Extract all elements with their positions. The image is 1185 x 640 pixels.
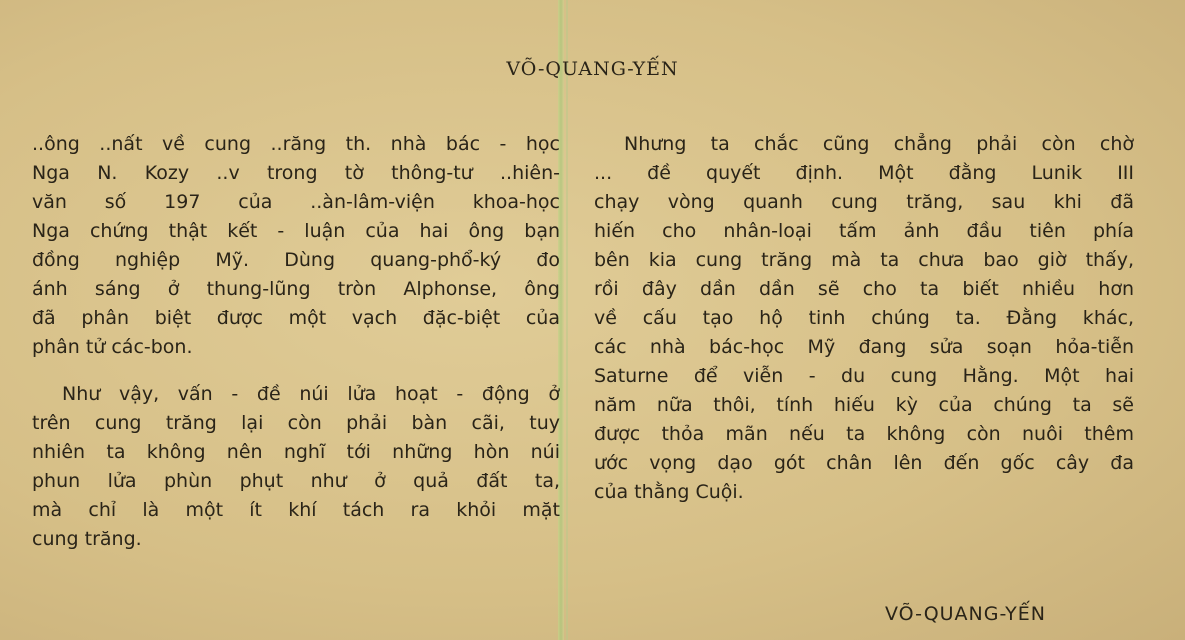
text-line: Như vậy, vấn - đề núi lửa hoạt - động ở <box>62 383 560 405</box>
left-column <box>32 130 560 554</box>
text-line: ... đề quyết định. Một đằng Lunik III <box>594 162 1134 184</box>
page-header-author: VÕ-QUANG-YẾN <box>506 58 679 80</box>
text-line: rồi đây dần dần sẽ cho ta biết nhiều hơn <box>594 278 1134 300</box>
text-line: Nga chứng thật kết - luận của hai ông bạn <box>32 220 560 242</box>
author-signature: VÕ-QUANG-YẾN <box>885 603 1046 625</box>
text-line: Nga N. Kozy ..v trong tờ thông-tư ..hiên- <box>32 162 560 184</box>
text-line: phun lửa phùn phụt như ở quả đất ta, <box>32 470 560 492</box>
text-line: về cấu tạo hộ tinh chúng ta. Đằng khác, <box>594 307 1134 329</box>
text-line: Nhưng ta chắc cũng chẳng phải còn chờ <box>624 133 1134 155</box>
text-line: ánh sáng ở thung-lũng tròn Alphonse, ông <box>32 278 560 300</box>
text-line: đồng nghiệp Mỹ. Dùng quang-phổ-ký đo <box>32 249 560 271</box>
text-line: của thằng Cuội. <box>594 481 744 503</box>
text-line: đã phân biệt được một vạch đặc-biệt của <box>32 307 560 329</box>
text-line: bên kia cung trăng mà ta chưa bao giờ thấy, <box>594 249 1134 271</box>
text-line: chạy vòng quanh cung trăng, sau khi đã <box>594 191 1134 213</box>
right-column <box>594 130 1134 507</box>
text-line: văn số 197 của ..àn-lâm-viện khoa-học <box>32 191 560 213</box>
text-line: hiến cho nhân-loại tấm ảnh đầu tiên phía <box>594 220 1134 242</box>
text-line: phân tử các-bon. <box>32 336 193 358</box>
text-line: cung trăng. <box>32 528 142 550</box>
text-line: Saturne để viễn - du cung Hằng. Một hai <box>594 365 1134 387</box>
page-fold-line-secondary <box>566 0 568 640</box>
left-paragraph-1 <box>32 130 560 362</box>
text-line: được thỏa mãn nếu ta không còn nuôi thêm <box>594 423 1134 445</box>
paragraph-spacer <box>32 362 560 380</box>
text-line: ..ông ..nất về cung ..răng th. nhà bác - học <box>32 133 560 155</box>
text-line: ước vọng dạo gót chân lên đến gốc cây đa <box>594 452 1134 474</box>
text-line: các nhà bác-học Mỹ đang sửa soạn hỏa-tiễn <box>594 336 1134 358</box>
left-paragraph-2 <box>32 380 560 554</box>
text-line: trên cung trăng lại còn phải bàn cãi, tuy <box>32 412 560 434</box>
text-line: nhiên ta không nên nghĩ tới những hòn núi <box>32 441 560 463</box>
text-line: năm nữa thôi, tính hiếu kỳ của chúng ta sẽ <box>594 394 1134 416</box>
text-line: mà chỉ là một ít khí tách ra khỏi mặt <box>32 499 560 521</box>
